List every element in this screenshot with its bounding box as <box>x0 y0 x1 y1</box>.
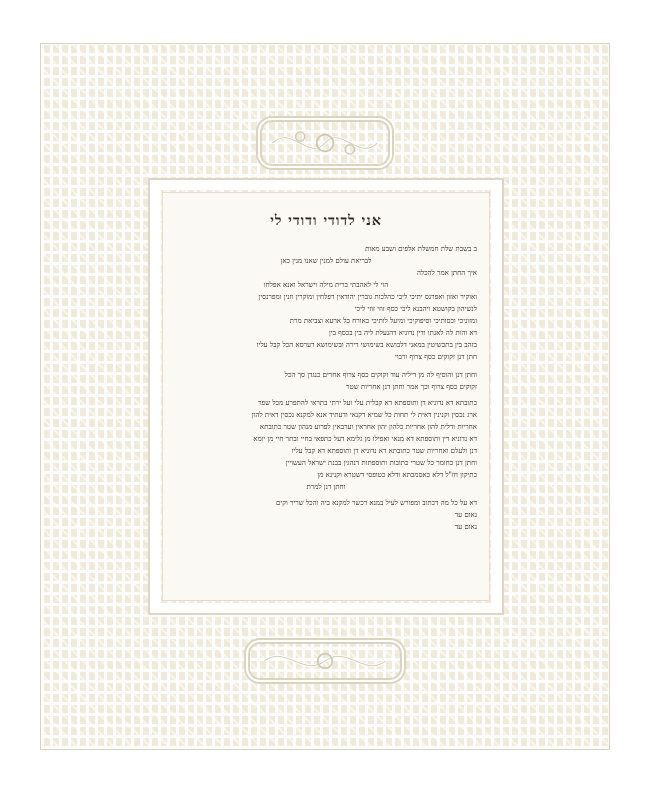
ketubah-text-line: וחתן דנן והוסיף לה מן דיליה עוד זקוקים כסף צרוף אחרים כנגדן סך הכל <box>284 371 477 379</box>
ketubah-title: אני לדודי ודודי לי <box>270 213 382 229</box>
ketubah-text-line: דא על כל מה דכתוב ומפורש לעיל במנא דכשר למקנא ביה והכל שריר וקים <box>276 499 477 507</box>
ketubah-text-line: ואוקיר ואזון ואפרנס יתיכי ליכי כהלכות גוברין יהודאין דפלחין ומוקרין וזנין ומפרנסין <box>258 293 477 301</box>
ketubah-text-line: ומזוניכי וכסותיכי וסיפוקיכי ומיעל לותיכי כאורח כל ארעא וצביאת מרת <box>289 317 477 325</box>
ketubah-text-line: דנן ולעלם ואחריות שטר כתובתא דא נדוניא דן ותוספתא דא קבל עליו <box>291 447 477 455</box>
ketubah-text-line: דא נדוניא דין ותוספתא דא מנאי ואפילו מן גלימא דעל כתפאי בחיי ובתר חיי מן יומא <box>253 435 477 443</box>
ketubah-text-line: ב בשבת שלת חמשלת אלפים ושבע מאות <box>365 245 477 253</box>
ketubah-text-line: לנשיהון בקושטא ויהבנא ליכי כסף זוזי זוזי ליכי <box>354 305 477 313</box>
ketubah-text-line: בזהב בין בתכשיטין במאני דלבושא בשימושי דירה ובשימושא דערסא הכל קבל עליו <box>256 341 477 349</box>
ketubah-text-line: ארג נכסין וקנינין דאית לי תחות כל שמיא דקנאי ודעתיד אנא למקנא נכסין דאית להון <box>251 411 477 419</box>
ketubah-text-line: כתיקון חז"ל דלא כאסמכתא ודלא כטופסי דשטרא וקנינא מן <box>317 471 477 479</box>
ketubah-text-line: אחריות ודלית להון אחריות כלהון יהון אחראין וערבאין לפרוע מנהון שטר כתובתא <box>259 423 477 431</box>
floral-ornament-icon <box>260 120 390 166</box>
ketubah-text-line: נאום עד <box>454 523 477 531</box>
ketubah-text-line: הוי לי לאהבתי ברית מילה וישראל ואנא אפלחו <box>263 281 389 289</box>
bottom-ornament-icon <box>246 640 404 682</box>
floral-ornament-icon <box>248 642 402 680</box>
ketubah-text-line: זקוקים כסף צרוף וכך אמר וחתן דנן אחריות שטר <box>346 383 477 391</box>
ketubah-text-line: חתן דנן זקוקים כסף צרוף ורבוי <box>395 353 477 361</box>
ketubah-text-line: וחתן דנן כחומר כל שטרי כתובות ותוספתות דנהגין בבנת ישראל העשויין <box>285 459 477 467</box>
ketubah-text-line: איך החתן אמר להכלה <box>416 269 477 277</box>
ketubah-text-line: נאום עד <box>454 511 477 519</box>
ketubah-text-line: לבריאת עולם למנין שאנו מנין כאן <box>280 257 372 265</box>
ketubah-text-line: וחתן דנן למרת <box>306 483 346 491</box>
ketubah-text-line: כתובתא דא נדוניא דן ותוספתא דא קבלית עלי ועל ירתי בתראי להתפרע מכל שפר <box>258 399 477 407</box>
top-ornament-icon <box>258 118 392 168</box>
ketubah-text-panel <box>162 192 490 601</box>
ketubah-text-line: דא והות לה לאנתו ודין נדוניא דהנעלת ליה בין בכסף בין <box>328 329 477 337</box>
